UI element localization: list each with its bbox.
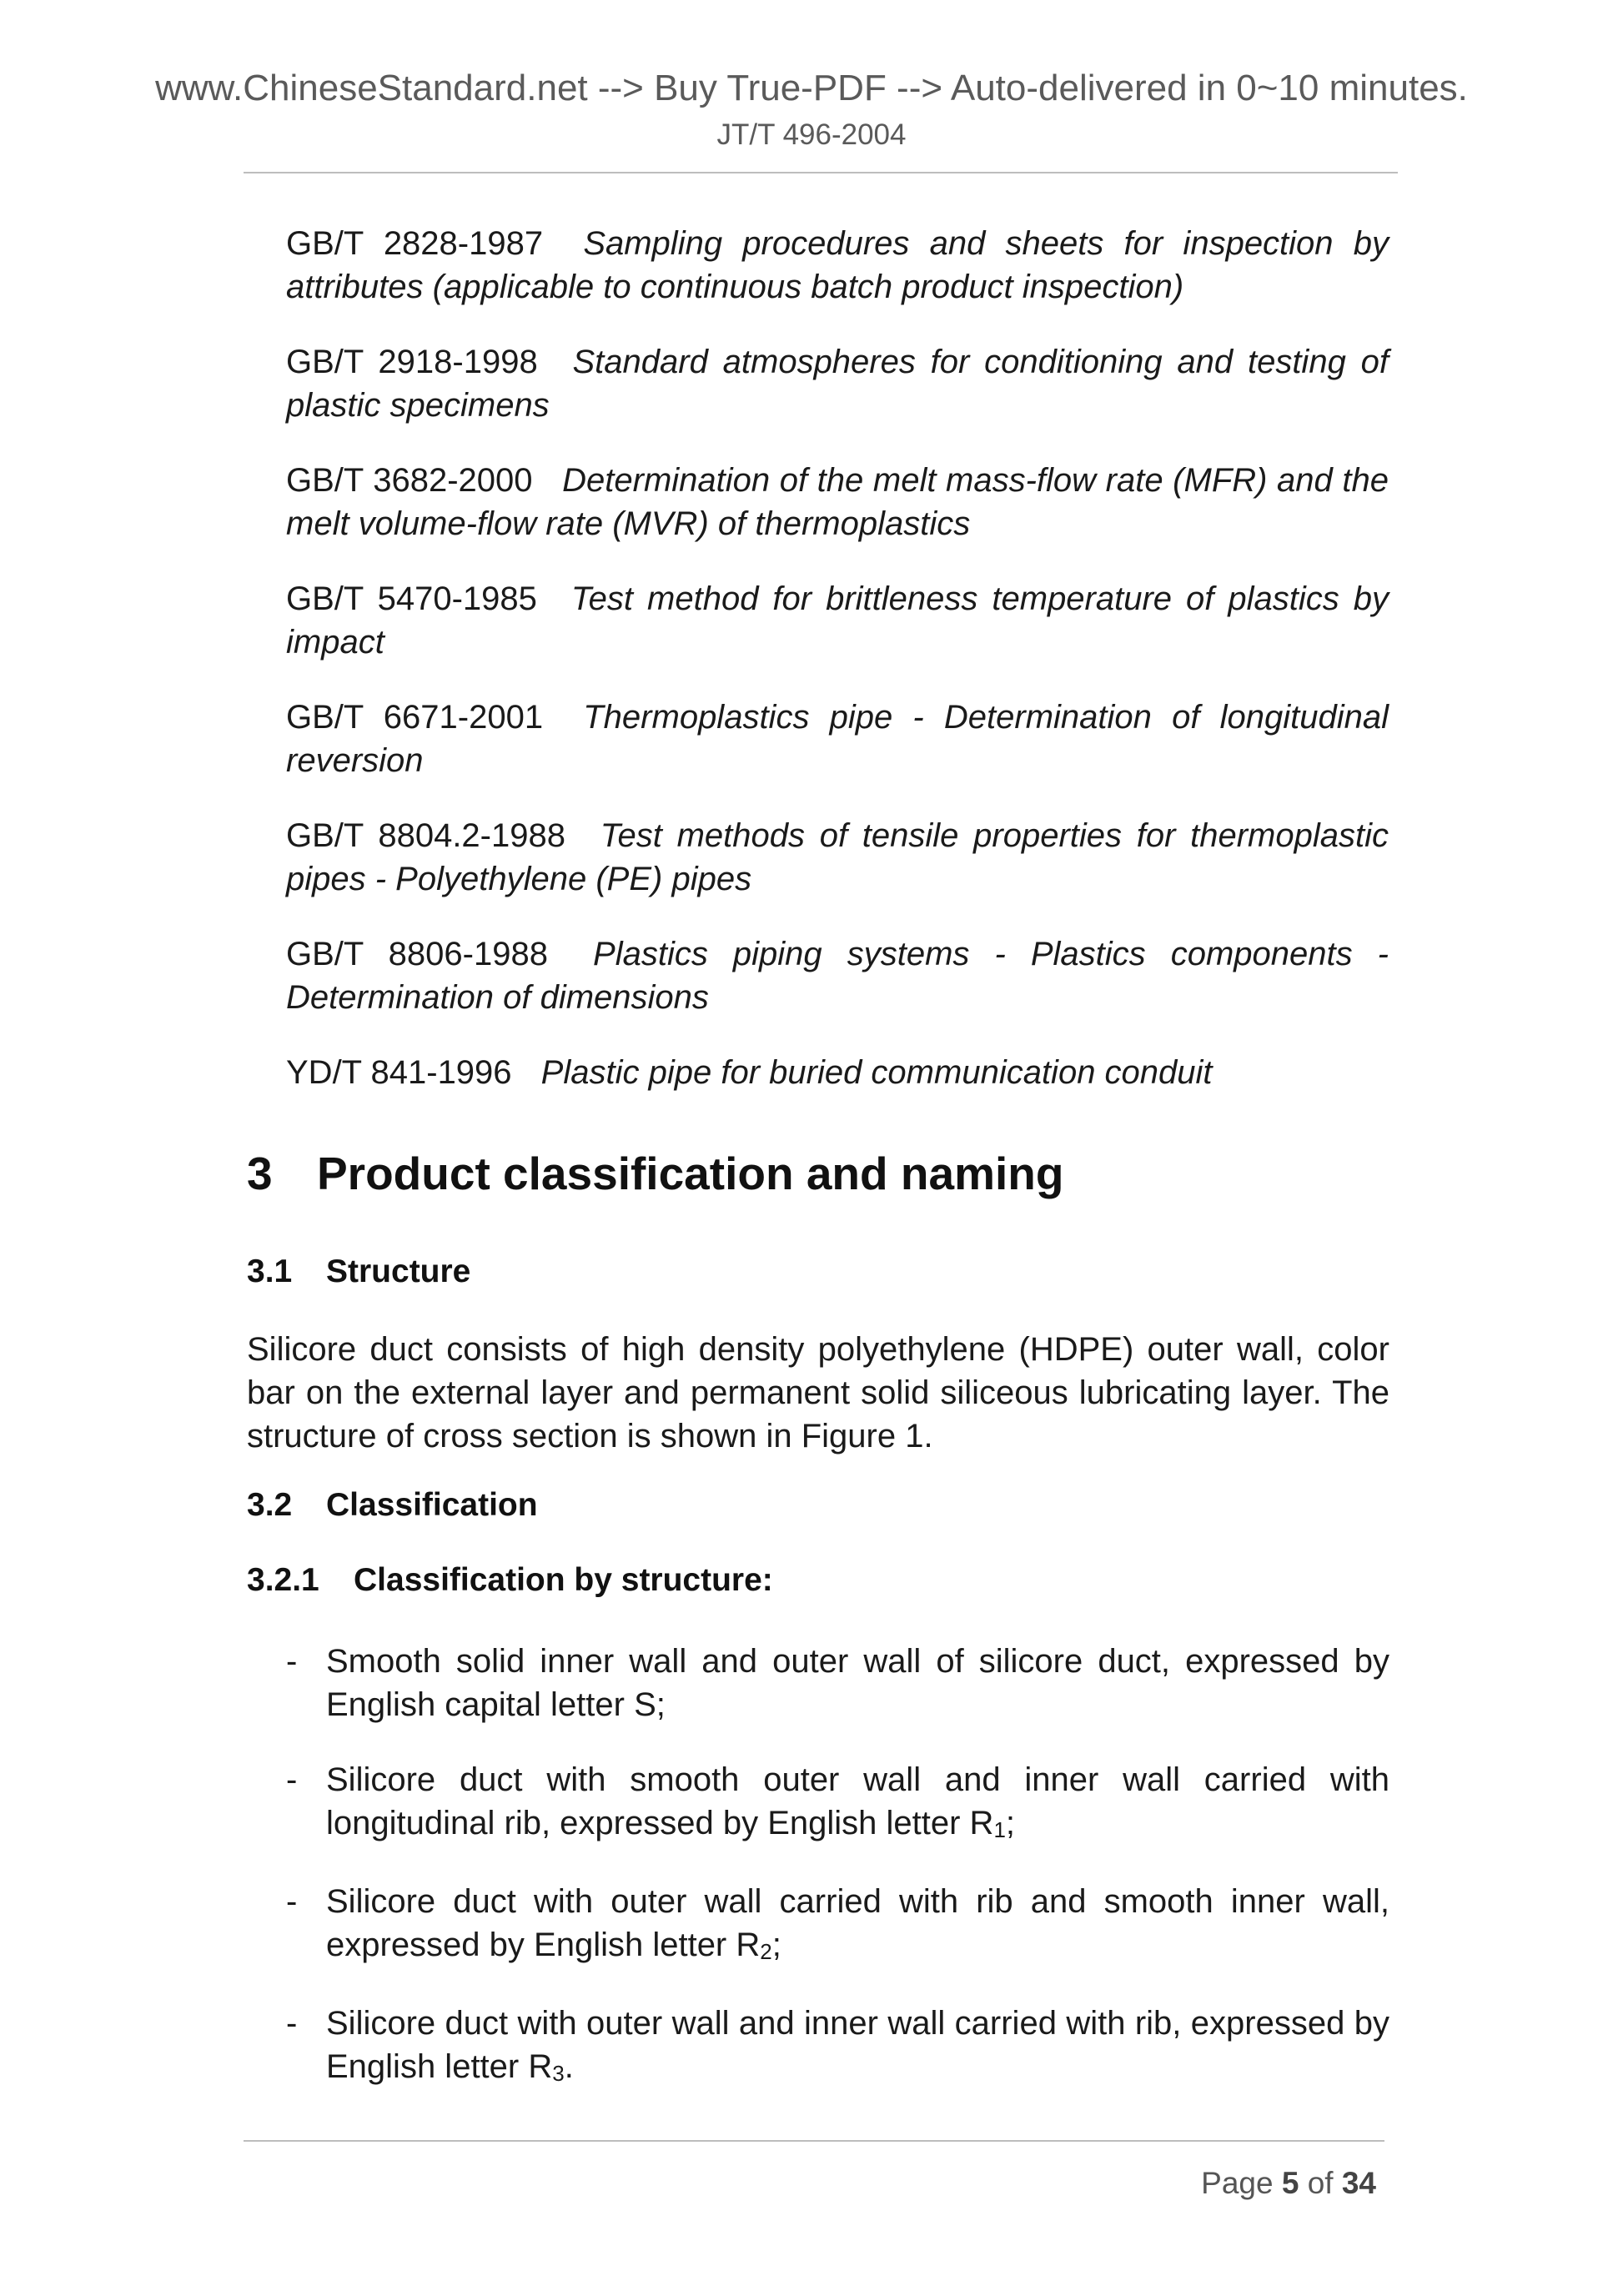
reference-title: Determination of the melt mass-flow rate (MFR) and the melt volume-flow rate (MVR) of thermoplastics [286,462,1389,542]
subscript: 1 [993,1817,1006,1842]
footer-divider [244,2140,1384,2142]
section-number: 3.2.1 [247,1562,319,1598]
document-code: JT/T 496-2004 [716,118,907,151]
punctuation: ; [1005,1805,1016,1841]
reference-code: GB/T 6671-2001 [286,699,544,736]
letter: R [736,1927,761,1963]
top-banner: www.ChineseStandard.net --> Buy True-PDF --> Auto-delivered in 0~10 minutes. [155,68,1468,108]
reference-item [286,222,1389,309]
punctuation: . [564,2048,574,2085]
subscript: 3 [552,2061,565,2086]
section-title: Product classification and naming [317,1148,1064,1199]
list-item [286,1640,1389,1726]
list-item [286,2002,1389,2092]
reference-title: Plastics piping systems - Plastics components - Determination of dimensions [286,936,1389,1016]
list-dash: - [286,1643,298,1680]
reference-title: Plastic pipe for buried communication conduit [540,1054,1213,1091]
section-number: 3.2 [247,1487,293,1523]
reference-item [286,932,1389,1019]
header-divider [244,172,1398,173]
subscript: 2 [760,1939,772,1964]
reference-code: GB/T 2828-1987 [286,225,544,262]
section-title: Structure [326,1254,471,1289]
page-current: 5 [1281,2166,1299,2200]
reference-item [286,696,1389,782]
section-title: Classification [326,1487,538,1523]
list-item-text: Silicore duct with outer wall carried with rib and smooth inner wall, expressed by English letter [326,1883,1389,1963]
normative-references-list [286,222,1389,1126]
reference-code: GB/T 8804.2-1988 [286,817,565,854]
reference-title: Standard atmospheres for conditioning and testing of plastic specimens [286,344,1389,424]
section-number: 3 [247,1148,273,1199]
reference-code: GB/T 3682-2000 [286,462,533,499]
list-dash: - [286,2005,298,2042]
structure-paragraph: Silicore duct consists of high density polyethylene (HDPE) outer wall, color bar on the external layer and permanent solid siliceous lubricating layer. The structure of cross section is shown in Figure 1. [247,1331,1389,1454]
page-total: 34 [1341,2166,1376,2200]
list-item-text: Silicore duct with smooth outer wall and inner wall carried with longitudinal rib, expressed by English letter [326,1761,1389,1841]
reference-code: GB/T 5470-1985 [286,580,537,617]
reference-code: GB/T 8806-1988 [286,936,548,972]
list-item-text: Smooth solid inner wall and outer wall of silicore duct, expressed by English capital letter S; [326,1643,1389,1723]
reference-title: Thermoplastics pipe - Determination of longitudinal reversion [286,699,1389,779]
reference-item [286,459,1389,545]
reference-code: YD/T 841-1996 [286,1054,512,1091]
reference-item [286,340,1389,427]
structure-classification-list [286,1640,1389,2123]
letter: R [969,1805,994,1841]
reference-item [286,1051,1389,1094]
reference-title: Test method for brittleness temperature of plastics by impact [286,580,1389,661]
reference-title: Test methods of tensile properties for thermoplastic pipes - Polyethylene (PE) pipes [286,817,1389,897]
page-of: of [1307,2166,1334,2200]
list-item [286,1880,1389,1970]
section-number: 3.1 [247,1254,293,1289]
section-title: Classification by structure: [354,1562,773,1598]
page-label: Page [1201,2166,1274,2200]
reference-item [286,577,1389,664]
reference-title: Sampling procedures and sheets for inspection by attributes (applicable to continuous batch product inspection) [286,225,1389,305]
letter: R [528,2048,553,2085]
list-item [286,1758,1389,1848]
section-3-1-heading [247,1251,470,1293]
reference-item [286,814,1389,901]
list-dash: - [286,1883,298,1920]
section-3-2-heading [247,1485,538,1526]
list-dash: - [286,1761,298,1798]
section-3-2-1-heading [247,1560,773,1601]
reference-code: GB/T 2918-1998 [286,344,538,380]
list-item-text: Silicore duct with outer wall and inner wall carried with rib, expressed by English letter [326,2005,1389,2085]
page-number [1201,2163,1376,2203]
section-3-heading [247,1144,1063,1203]
punctuation: ; [771,1927,781,1963]
